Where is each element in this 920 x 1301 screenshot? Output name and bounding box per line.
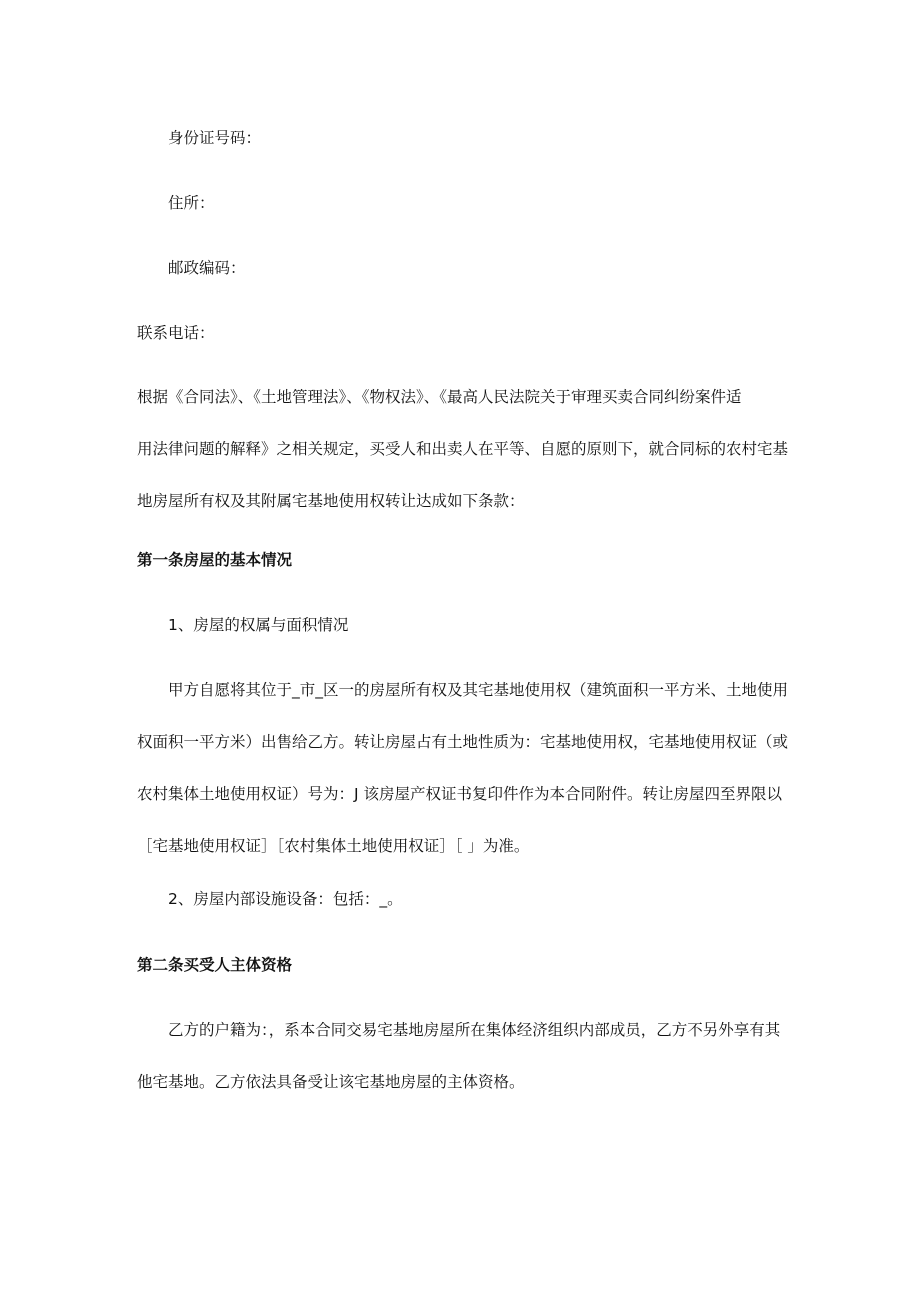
article-1-paragraph	[137, 680, 789, 856]
paragraph-line: 他宅基地。乙方依法具备受让该宅基地房屋的主体资格。	[137, 1073, 525, 1091]
paragraph-line: 农村集体土地使用权证）号为：J 该房屋产权证书复印件作为本合同附件。转让房屋四至界限以	[137, 785, 783, 803]
article-1-item-2-title: 2、房屋内部设施设备：包括：_。	[168, 890, 403, 908]
article-1-item-1-title: 1、房屋的权属与面积情况	[168, 616, 349, 634]
intro-line: 地房屋所有权及其附属宅基地使用权转让达成如下条款：	[137, 492, 525, 510]
article-2-paragraph	[137, 1020, 789, 1092]
article-2-heading: 第二条买受人主体资格	[137, 956, 293, 974]
paragraph-line: 权面积一平方米）出售给乙方。转让房屋占有土地性质为：宅基地使用权，宅基地使用权证（或	[137, 733, 789, 751]
intro-line: 用法律问题的解释》之相关规定，买受人和出卖人在平等、自愿的原则下，就合同标的农村宅基	[137, 440, 789, 458]
paragraph-line: ［宅基地使用权证］［农村集体土地使用权证］［ 」为准。	[137, 837, 530, 855]
address-field-label: 住所：	[168, 194, 215, 212]
paragraph-line: 甲方自愿将其位于_市_区一的房屋所有权及其宅基地使用权（建筑面积一平方米、土地使用	[168, 681, 789, 699]
id-number-field-label: 身份证号码：	[168, 129, 262, 147]
intro-paragraph	[137, 387, 789, 511]
article-1-heading: 第一条房屋的基本情况	[137, 551, 293, 569]
postal-code-field-label: 邮政编码：	[168, 259, 246, 277]
phone-field-label: 联系电话：	[137, 324, 215, 342]
intro-line: 根据《合同法》、《土地管理法》、《物权法》、《最高人民法院关于审理买卖合同纠纷案件适	[137, 388, 742, 406]
paragraph-line: 乙方的户籍为：，系本合同交易宅基地房屋所在集体经济组织内部成员，乙方不另外享有其	[168, 1021, 781, 1039]
